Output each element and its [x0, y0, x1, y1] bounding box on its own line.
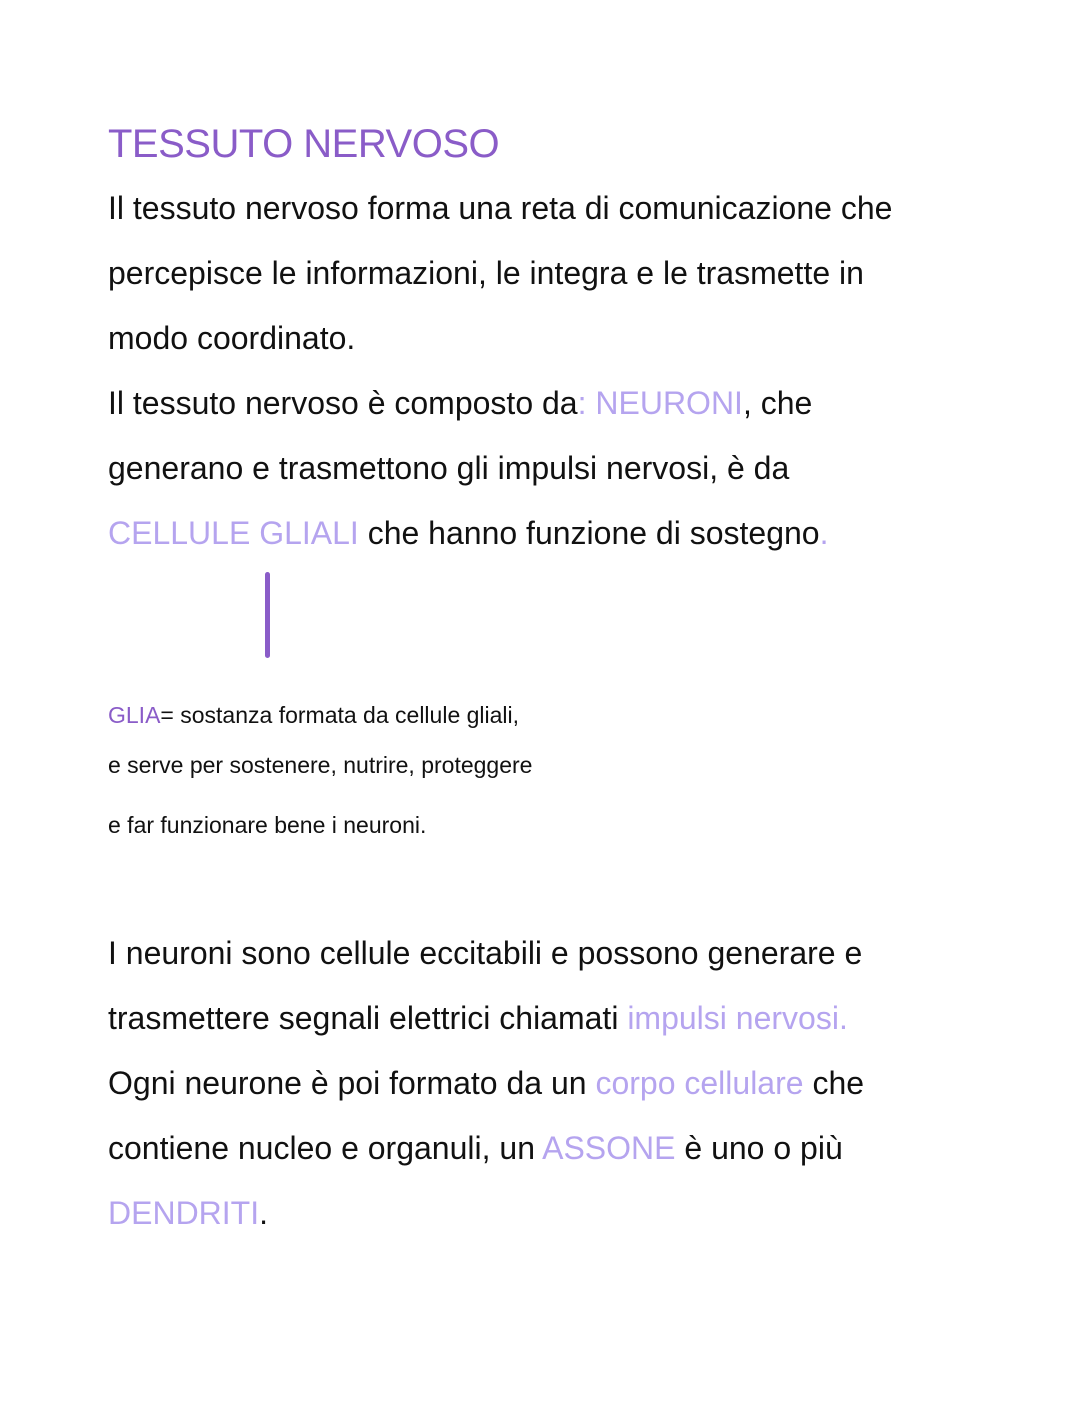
text-segment: .: [259, 1195, 268, 1231]
highlighted-term: CELLULE GLIALI: [108, 515, 359, 551]
intro-line: [108, 192, 892, 224]
intro-line: [108, 387, 812, 419]
text-segment: e serve per sostenere, nutrire, proteggere: [108, 752, 533, 778]
text-segment: e far funzionare bene i neuroni.: [108, 812, 427, 838]
text-segment: = sostanza formata da cellule gliali,: [160, 702, 520, 728]
text-segment: , che: [742, 385, 813, 421]
glia-line: [108, 704, 519, 727]
intro-line: [108, 452, 789, 484]
highlighted-term: DENDRITI: [108, 1195, 260, 1231]
page-title: TESSUTO NERVOSO: [108, 122, 500, 166]
text-segment: percepisce le informazioni, le integra e le trasmette in: [108, 255, 864, 291]
text-segment: è uno o più: [675, 1130, 843, 1166]
highlighted-term: corpo cellulare: [595, 1065, 804, 1101]
text-segment: trasmettere segnali elettrici chiamati: [108, 1000, 628, 1036]
highlighted-term: impulsi nervosi.: [627, 1000, 848, 1036]
text-segment: Ogni neurone è poi formato da un: [108, 1065, 596, 1101]
highlighted-term: .: [819, 515, 829, 551]
neurons-line: [108, 1197, 268, 1229]
text-segment: Il tessuto nervoso forma una reta di comunicazione che: [108, 190, 893, 226]
text-segment: che hanno funzione di sostegno: [358, 515, 820, 551]
intro-line: [108, 517, 828, 549]
vertical-connector-line: [265, 572, 270, 658]
text-segment: generano e trasmettono gli impulsi nervosi, è da: [108, 450, 790, 486]
neurons-line: [108, 1067, 864, 1099]
glia-line: [108, 754, 532, 777]
neurons-line: [108, 1002, 848, 1034]
text-segment: Il tessuto nervoso è composto da: [108, 385, 578, 421]
intro-line: [108, 257, 864, 289]
highlighted-term: ASSONE: [542, 1130, 676, 1166]
neurons-line: [108, 937, 862, 969]
text-segment: modo coordinato.: [108, 320, 356, 356]
highlighted-term: GLIA: [108, 702, 161, 728]
text-segment: che: [803, 1065, 865, 1101]
intro-line: [108, 322, 355, 354]
text-segment: I neuroni sono cellule eccitabili e possono generare e: [108, 935, 863, 971]
highlighted-term: : NEURONI: [577, 385, 743, 421]
glia-line: [108, 814, 426, 837]
neurons-line: [108, 1132, 843, 1164]
text-segment: contiene nucleo e organuli, un: [108, 1130, 543, 1166]
